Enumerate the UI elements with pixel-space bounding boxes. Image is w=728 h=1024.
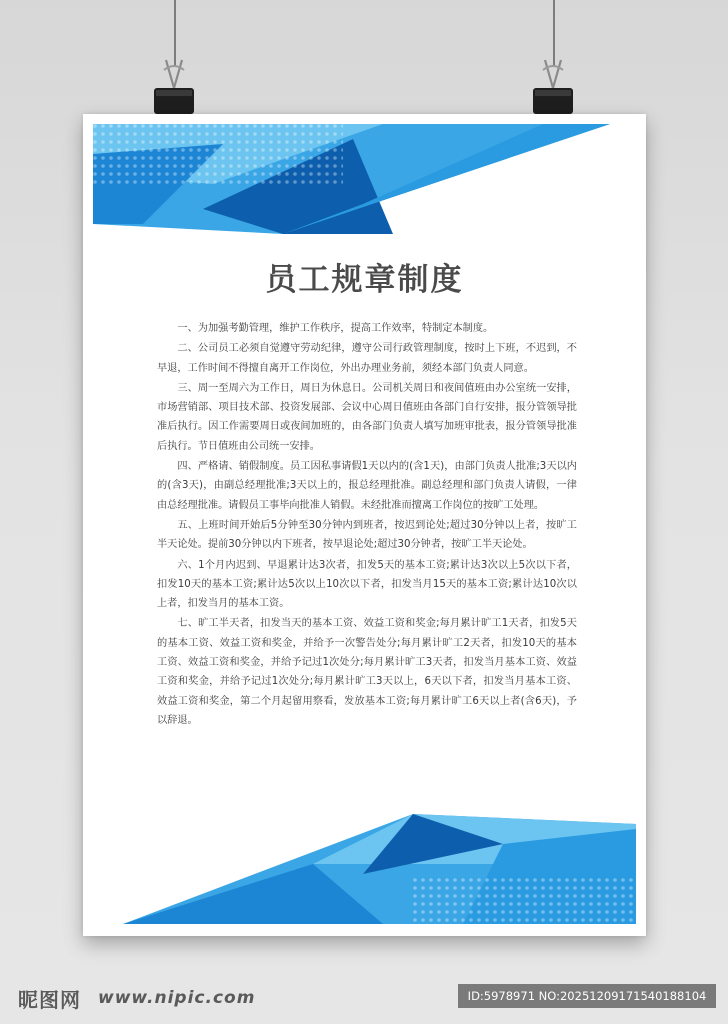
watermark-url: www.nipic.com [98, 988, 256, 1008]
rule-paragraph: 五、上班时间开始后5分钟至30分钟内到班者，按迟到论处;超过30分钟以上者，按旷工半天论处。提前30分钟以内下班者，按早退论处;超过30分钟者，按旷工半天论处。 [157, 519, 577, 551]
hanging-wire-right [553, 0, 555, 66]
rule-paragraph: 四、严格请、销假制度。员工因私事请假1天以内的(含1天)，由部门负责人批准;3天以内的(含3天)，由副总经理批准;3天以上的，报总经理批准。副总经理和部门负责人请假，一律由总经理批准。请假员工事毕向批准人销假。未经批准而擅离工作岗位的按旷工处理。 [157, 461, 577, 511]
watermark-id: ID:5978971 NO:20251209171540188104 [458, 984, 716, 1008]
binder-clip-icon [531, 58, 575, 120]
binder-clip-icon [152, 58, 196, 120]
document-body [157, 319, 577, 731]
top-blue-decoration [83, 114, 646, 249]
rule-paragraph: 二、公司员工必须自觉遵守劳动纪律，遵守公司行政管理制度，按时上下班，不迟到，不早退，工作时间不得擅自离开工作岗位，外出办理业务前，须经本部门负责人同意。 [157, 343, 577, 374]
rule-paragraph: 六、1个月内迟到、早退累计达3次者，扣发5天的基本工资;累计达3次以上5次以下者，扣发10天的基本工资;累计达5次以上10次以下者，扣发当月15天的基本工资;累计达10次以上者，扣发当月的基本工资。 [157, 559, 577, 610]
poster-sheet [83, 114, 646, 936]
bottom-blue-decoration [83, 804, 646, 936]
rule-paragraph: 一、为加强考勤管理，维护工作秩序，提高工作效率，特制定本制度。 [177, 323, 494, 334]
hanging-wire-left [174, 0, 176, 66]
document-title: 员工规章制度 [265, 262, 464, 298]
watermark-logo: 昵图网 [18, 988, 81, 1012]
rule-paragraph: 七、旷工半天者，扣发当天的基本工资、效益工资和奖金;每月累计旷工1天者，扣发5天的基本工资、效益工资和奖金，并给予一次警告处分;每月累计旷工2天者，扣发10天的基本工资、效益工资和奖金，并给予记过1次处分;每月累计旷工3天者，扣发当月基本工资、效益工资和奖金，并给予记过1次处分;每月累计旷工3天以上，6天以下者，扣发当月基本工资、效益工资和奖金，第二个月起留用察看，发放基本工资;每月累计旷工6天以上者(含6天)，予以辞退。 [157, 618, 577, 726]
rule-paragraph: 三、周一至周六为工作日，周日为休息日。公司机关周日和夜间值班由办公室统一安排，市场营销部、项目技术部、投资发展部、会议中心周日值班由各部门自行安排，报分管领导批准后执行。因工作需要周日或夜间加班的，由各部门负责人填写加班审批表，报分管领导批准后执行。节日值班由公司统一安排。 [157, 382, 577, 452]
